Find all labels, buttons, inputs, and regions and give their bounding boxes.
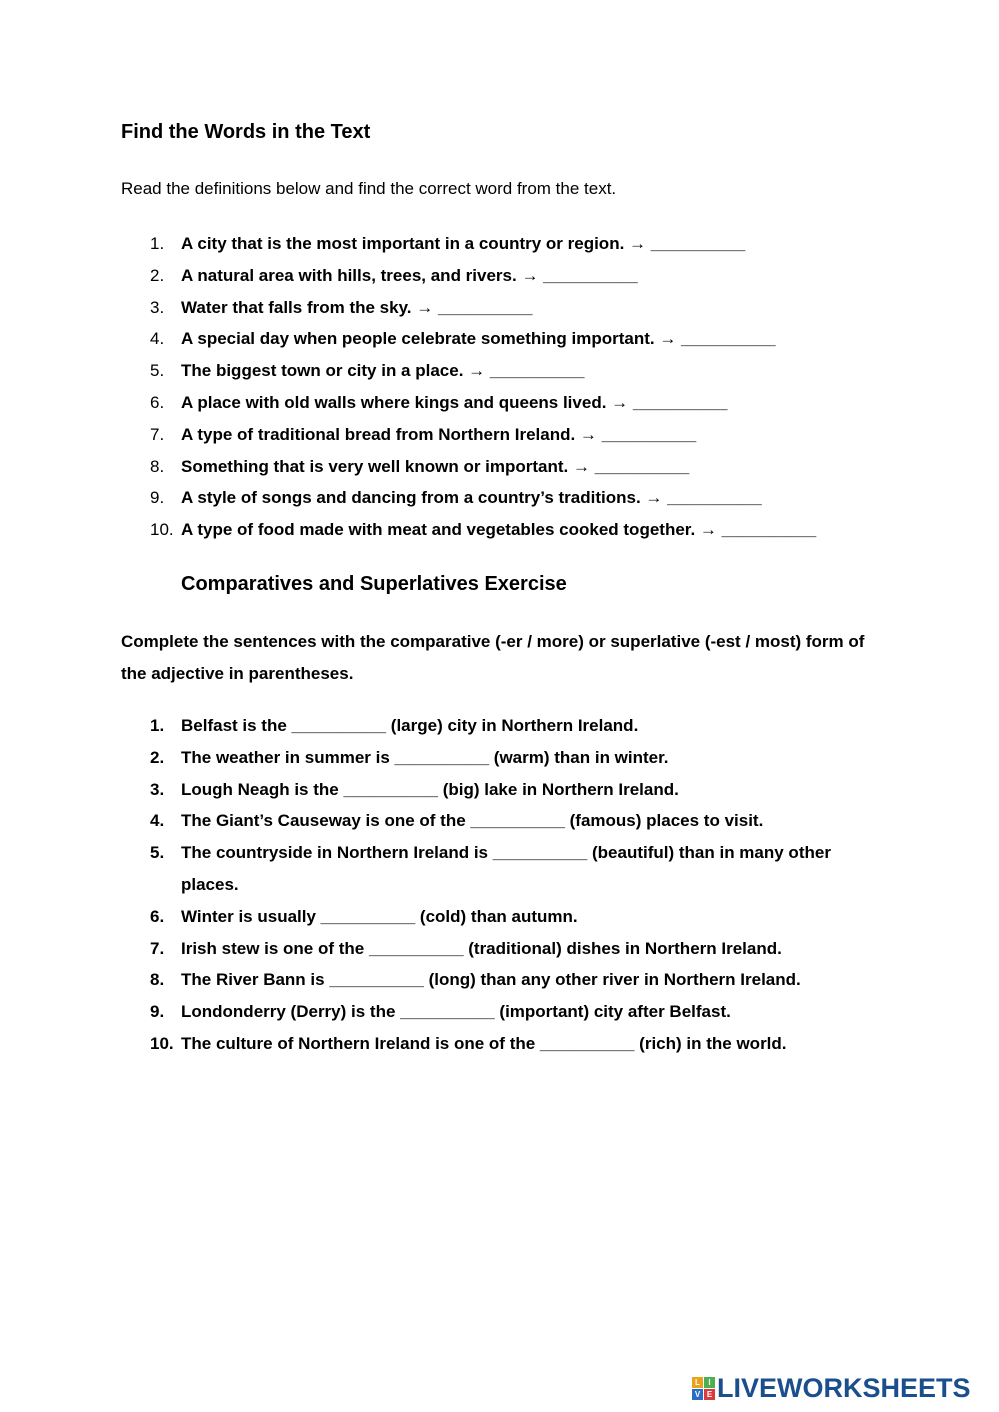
- section1-title: Find the Words in the Text: [121, 121, 371, 143]
- item-number: 8.: [150, 456, 165, 476]
- list-item: [0, 228, 816, 260]
- list-item: [0, 323, 816, 355]
- item-text: Londonderry (Derry) is the __________ (important) city after Belfast.: [181, 1002, 731, 1022]
- item-number: 6.: [150, 906, 165, 926]
- list-item: [0, 387, 816, 419]
- item-text: Irish stew is one of the __________ (traditional) dishes in Northern Ireland.: [181, 938, 782, 958]
- item-number: 8.: [150, 970, 165, 990]
- item-text: The River Bann is __________ (long) than any other river in Northern Ireland.: [181, 970, 801, 990]
- item-number: 2.: [150, 747, 165, 767]
- item-text: A place with old walls where kings and queens lived. → __________: [181, 392, 728, 412]
- item-text: A type of traditional bread from Northern Ireland. → __________: [181, 424, 697, 444]
- logo-icon-letter: L: [692, 1377, 703, 1388]
- list-item: [0, 996, 999, 1028]
- item-number: 1.: [150, 234, 165, 253]
- item-number: 2.: [150, 265, 165, 285]
- item-number: 5.: [150, 843, 165, 863]
- item-text: A style of songs and dancing from a country’s traditions. → __________: [181, 488, 762, 508]
- item-text: Something that is very well known or important. → __________: [181, 456, 690, 476]
- item-number: 1.: [150, 716, 165, 735]
- item-text: The countryside in Northern Ireland is __________ (beautiful) than in many other places.: [181, 843, 831, 894]
- exercise-list: [0, 710, 999, 1060]
- item-text: A type of food made with meat and vegetables cooked together. → __________: [181, 520, 817, 540]
- item-number: 3.: [150, 297, 165, 317]
- list-item: [0, 1028, 999, 1060]
- item-number: 4.: [150, 811, 165, 831]
- liveworksheets-logo[interactable]: [692, 1373, 971, 1403]
- logo-icon-letter: I: [704, 1377, 715, 1388]
- item-text: The Giant’s Causeway is one of the __________ (famous) places to visit.: [181, 811, 764, 831]
- item-number: 7.: [150, 424, 165, 444]
- list-item: [0, 260, 816, 292]
- logo-icon: [692, 1377, 715, 1400]
- list-item: [0, 355, 816, 387]
- item-text: A special day when people celebrate something important. → __________: [181, 329, 776, 349]
- item-text: A natural area with hills, trees, and rivers. → __________: [181, 265, 638, 285]
- item-text: Winter is usually __________ (cold) than autumn.: [181, 906, 578, 926]
- item-text: Lough Neagh is the __________ (big) lake in Northern Ireland.: [181, 779, 679, 799]
- list-item: [0, 292, 816, 324]
- list-item: [0, 742, 999, 774]
- item-text: The weather in summer is __________ (warm) than in winter.: [181, 747, 669, 767]
- list-item: [0, 837, 999, 901]
- section1-intro: Read the definitions below and find the correct word from the text.: [121, 179, 617, 198]
- item-text: The culture of Northern Ireland is one of the __________ (rich) in the world.: [181, 1033, 787, 1053]
- item-text: The biggest town or city in a place. → __________: [181, 361, 585, 381]
- list-item: [0, 774, 999, 806]
- item-number: 4.: [150, 329, 165, 349]
- item-number: 10.: [150, 1033, 174, 1053]
- section2-title: Comparatives and Superlatives Exercise: [181, 573, 567, 595]
- logo-text: LIVEWORKSHEETS: [717, 1372, 971, 1403]
- item-number: 5.: [150, 361, 165, 381]
- section2-instructions: Complete the sentences with the comparative (-er / more) or superlative (-est / most) form of the adjective in parentheses.: [121, 632, 865, 683]
- item-text: Water that falls from the sky. → __________: [181, 297, 533, 317]
- list-item: [0, 451, 816, 483]
- list-item: [0, 805, 999, 837]
- list-item: [0, 933, 999, 965]
- item-number: 9.: [150, 488, 165, 508]
- item-number: 9.: [150, 1002, 165, 1022]
- list-item: [0, 901, 999, 933]
- list-item: [0, 419, 816, 451]
- definitions-list: [0, 228, 816, 546]
- item-text: A city that is the most important in a country or region. → __________: [181, 234, 746, 253]
- item-number: 10.: [150, 520, 174, 540]
- list-item: [0, 710, 999, 742]
- item-number: 6.: [150, 392, 165, 412]
- logo-icon-letter: V: [692, 1389, 703, 1400]
- item-number: 3.: [150, 779, 165, 799]
- item-number: 7.: [150, 938, 165, 958]
- item-text: Belfast is the __________ (large) city in Northern Ireland.: [181, 716, 639, 735]
- list-item: [0, 514, 816, 546]
- list-item: [0, 482, 816, 514]
- list-item: [0, 964, 999, 996]
- logo-icon-letter: E: [704, 1389, 715, 1400]
